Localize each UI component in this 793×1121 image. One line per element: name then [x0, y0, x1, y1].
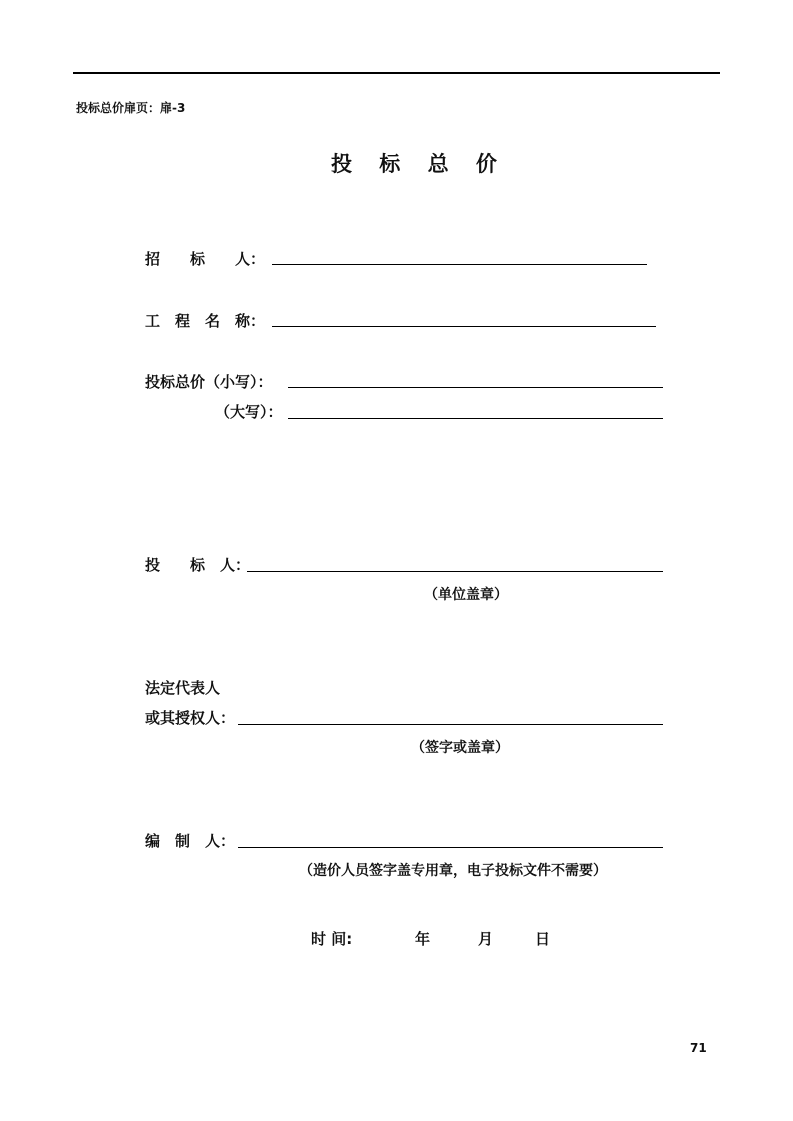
bidder-field-line [247, 571, 663, 572]
total-price-upper-field-line [288, 418, 663, 419]
total-price-upper-label: （大写）： [215, 403, 283, 421]
form-code: 投标总价扉页：扉-3 [76, 101, 186, 115]
project-name-field-line [272, 326, 656, 327]
date-day-label: 日 [535, 930, 551, 948]
legal-rep-field-line [238, 724, 663, 725]
total-price-lower-field-line [288, 387, 663, 388]
bidder-seal-note: （单位盖章） [424, 587, 508, 603]
legal-rep-label-line2: 或其授权人： [145, 709, 236, 727]
compiler-label: 编 制 人： [145, 832, 236, 850]
bidder-label: 投 标 人： [145, 556, 251, 574]
compiler-stamp-note: （造价人员签字盖专用章，电子投标文件不需要） [299, 863, 607, 879]
date-label: 时 间: [311, 930, 353, 948]
date-year-label: 年 [415, 930, 431, 948]
date-month-label: 月 [478, 930, 494, 948]
top-rule [73, 72, 720, 74]
total-price-lower-label: 投标总价（小写）： [145, 373, 273, 391]
tenderee-label: 招 标 人： [145, 250, 266, 268]
project-name-label: 工 程 名 称： [145, 312, 266, 330]
legal-rep-signature-note: （签字或盖章） [411, 740, 509, 756]
page-title: 投 标 总 价 [331, 152, 507, 176]
compiler-field-line [238, 847, 663, 848]
legal-rep-label-line1: 法定代表人 [145, 679, 221, 697]
tenderee-field-line [272, 264, 647, 265]
page-number: 71 [690, 1041, 707, 1055]
